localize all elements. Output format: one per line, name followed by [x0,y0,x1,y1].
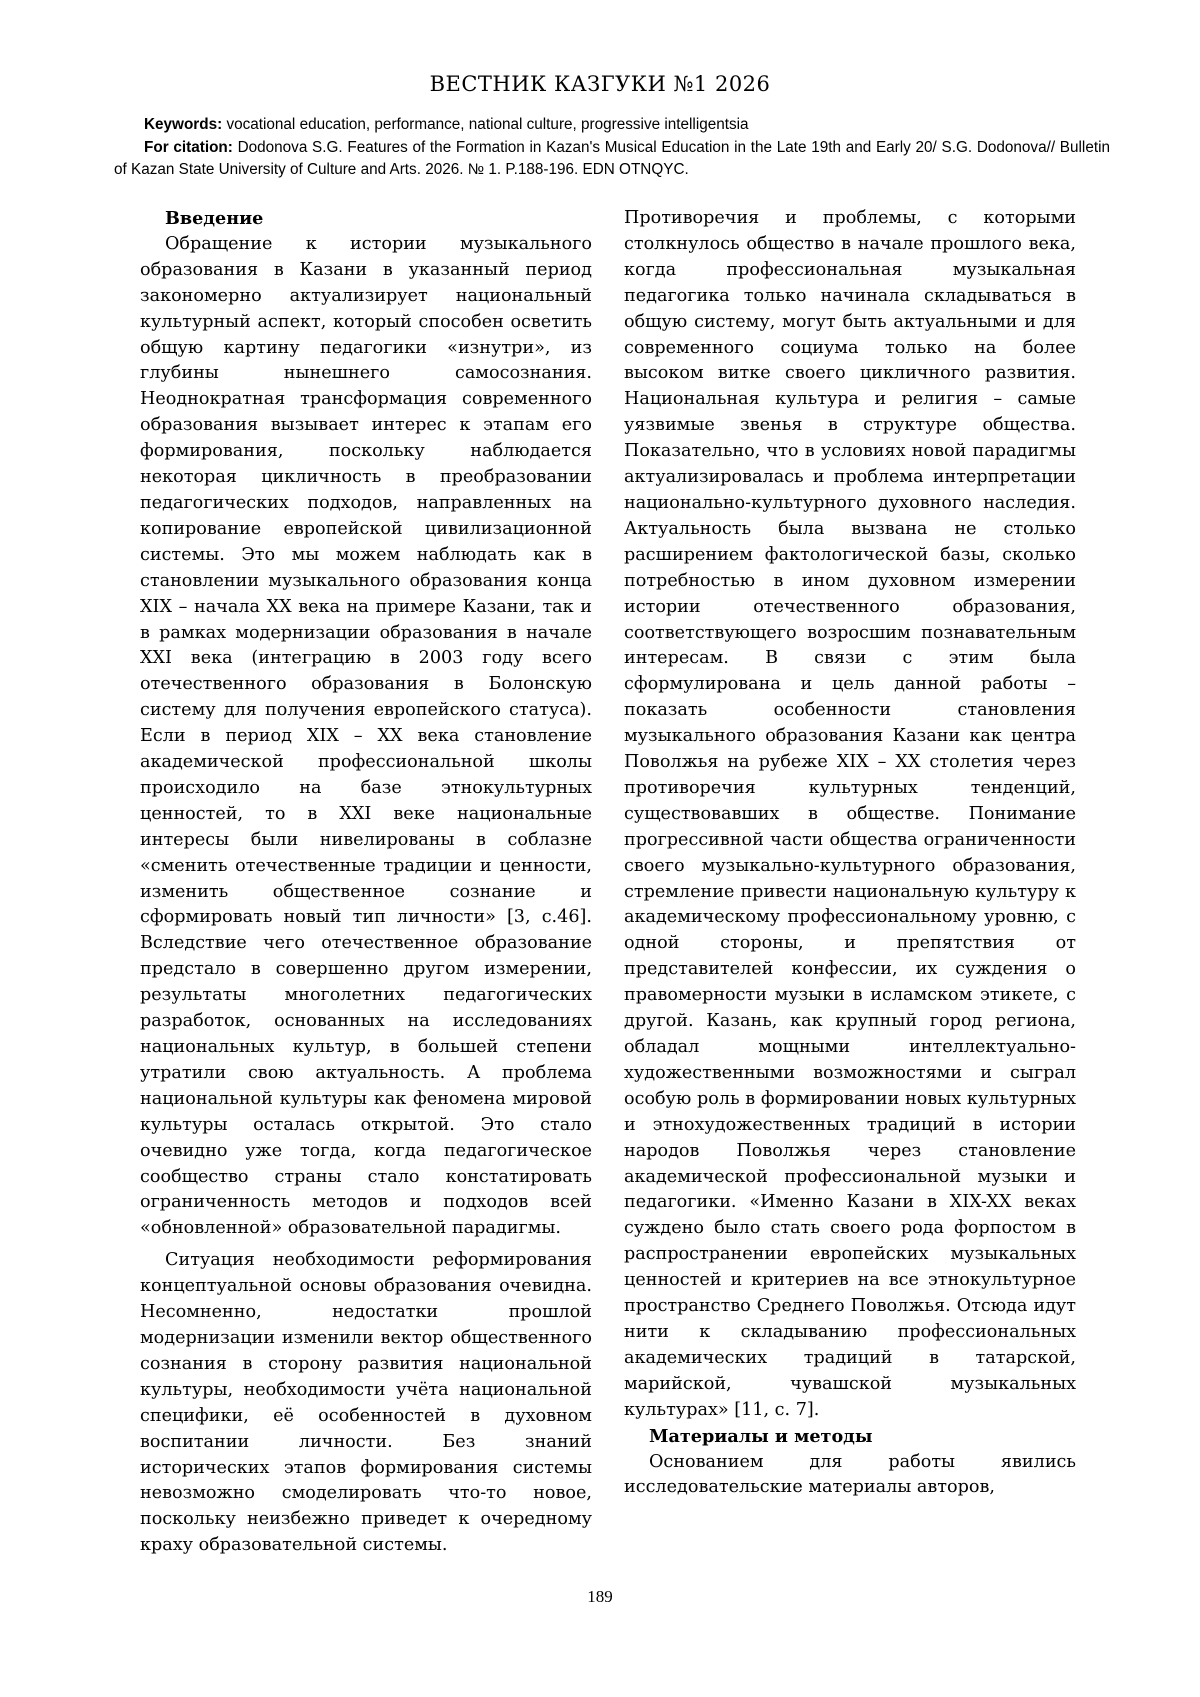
methods-heading: Материалы и методы [649,1425,873,1447]
article-metadata [114,114,1110,182]
keywords-line [114,114,1110,137]
keywords-text: vocational education, performance, national culture, progressive intelligentsia [222,116,749,133]
keywords-label: Keywords: [144,116,223,133]
journal-title: ВЕСТНИК КАЗГУКИ №1 2026 [429,72,771,96]
left-column [140,206,592,1559]
citation-label: For citation: [144,138,233,156]
intro-paragraph-2: Ситуация необходимости реформирования концептуальной основы образования очевидна. Несомненно, недостатки прошлой модернизации изменили вектор общественного сознания в сторону развития национальной культуры, необходимости учёта национальной специфики, её особенностей в духовном воспитании личности. Без знаний исторических этапов формирования системы невозможно смоделировать что-то новое, поскольку неизбежно приведет к очередному краху образовательной системы. [140,1250,592,1556]
methods-paragraph: Основанием для работы явились исследовательские материалы авторов, [624,1451,1076,1498]
citation-text: Dodonova S.G. Features of the Formation in Kazan's Musical Education in the Late 19th and Early 20/ S.G. Dodonova// Bulletin of Kazan State University of Culture and Arts. 2026. № 1. P.188-196. EDN OTNQYC. [114,138,1110,178]
page-number: 189 [587,1587,613,1606]
continued-paragraph: Противоречия и проблемы, с которыми столкнулось общество в начале прошлого века, когда профессиональная музыкальная педагогика только начинала складываться в общую систему, могут быть актуальными и для современного социума только на более высоком витке своего цикличного развития. Национальная культура и религия – самые уязвимые звенья в структуре общества. Показательно, что в условиях новой парадигмы актуализировалась и проблема интерпретации национально-культурного духовного наследия. Актуальность была вызвана не столько расширением фактологической базы, сколько потребностью в ином духовном измерении истории отечественного образования, соответствующего возросшим познавательным интересам. В связи с этим была сформулирована и цель данной работы – показать особенности становления музыкального образования Казани как центра Поволжья на рубеже XIX – XX столетия через противоречия культурных тенденций, существовавших в обществе. Понимание прогрессивной части общества ограниченности своего музыкально-культурного образования, стремление привести национальную культуру к академическому профессиональному уровню, с одной стороны, и препятствия от представителей конфессии, их суждения о правомерности музыки в исламском этикете, с другой. Казань, как крупный город региона, обладал мощными интеллектуально-художественными возможностями и сыграл особую роль в формировании новых культурных и этнохудожественных традиций в истории народов Поволжья через становление академической профессиональной музыки и педагогики. «Именно Казани в XIX-XX веках суждено было стать своего рода форпостом в распространении европейских музыкальных ценностей и критериев на все этнокультурное пространство Среднего Поволжья. Отсюда идут нити к складыванию профессиональных академических традиций в татарской, марийской, чувашской музыкальных культурах» [11, с. 7]. [624,208,1076,1420]
intro-paragraph-1: Обращение к истории музыкального образования в Казани в указанный период закономерно актуализирует национальный культурный аспект, который способен осветить общую картину педагогики «изнутри», из глубины нынешнего самосознания. Неоднократная трансформация современного образования вызывает интерес к этапам его формирования, поскольку наблюдается некоторая цикличность в преобразовании педагогических подходов, направленных на копирование европейской цивилизационной системы. Это мы можем наблюдать как в становлении музыкального образования конца XIX – начала XX века на примере Казани, так и в рамках модернизации образования в начале XXI века (интеграцию в 2003 году всего отечественного образования в Болонскую систему для получения европейского статуса). Если в период XIX – XX века становление академической профессиональной школы происходило на базе этнокультурных ценностей, то в XXI веке национальные интересы были нивелированы в соблазне «сменить отечественные традиции и ценности, изменить общественное сознание и сформировать новый тип личности» [3, с.46]. Вследствие чего отечественное образование предстало в совершенно другом измерении, результаты многолетних педагогических разработок, основанных на исследованиях национальных культур, в большей степени утратили свою актуальность. А проблема национальной культуры как феномена мировой культуры осталась открытой. Это стало очевидно уже тогда, когда педагогическое сообщество страны стало констатировать ограниченность методов и подходов всей «обновленной» образовательной парадигмы. [140,233,592,1239]
citation-line [114,137,1110,182]
right-column [624,206,1076,1501]
intro-heading: Введение [165,208,264,229]
